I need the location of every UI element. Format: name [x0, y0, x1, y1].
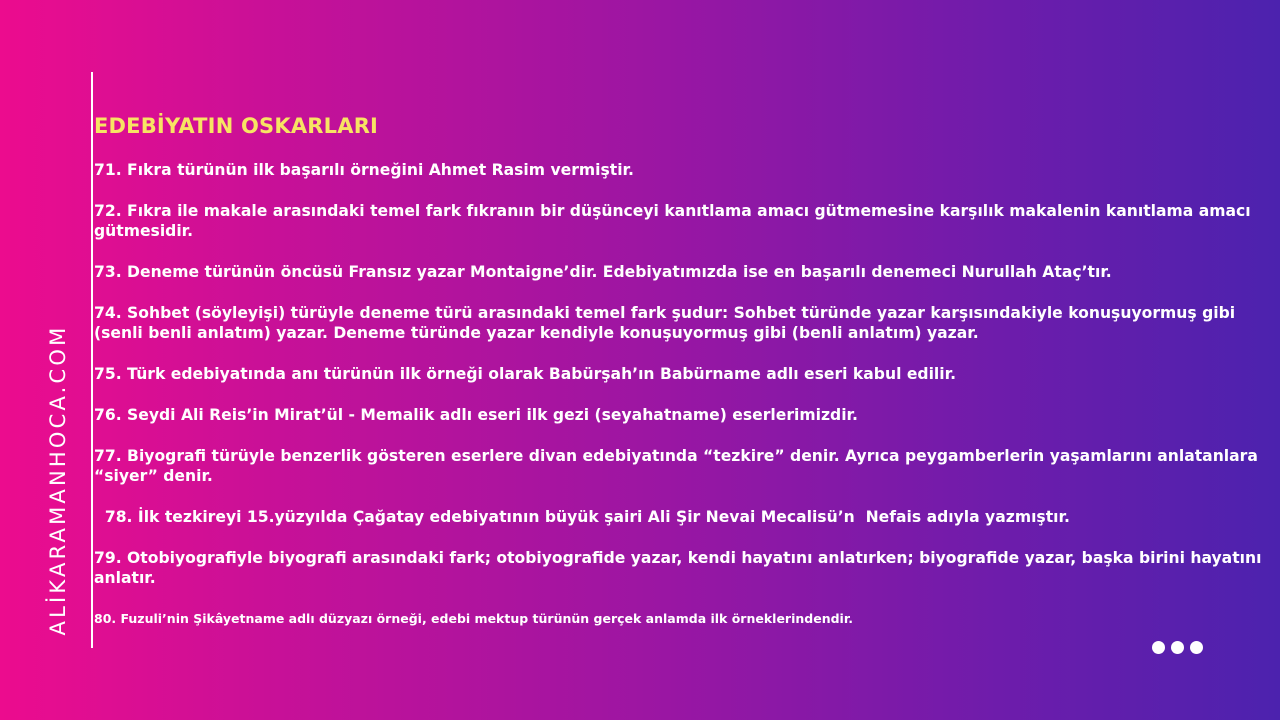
dot	[1171, 641, 1184, 654]
list-item: 74. Sohbet (söyleyişi) türüyle deneme türü arasındaki temel fark şudur: Sohbet türünde yazar karşısındakiyle konuşuyormuş gibi (senli benli anlatım) yazar. Deneme türünde yazar kendiyle konuşuyormuş gibi (benli anlatım) yazar.	[94, 304, 1236, 342]
list-item: 75. Türk edebiyatında anı türünün ilk örneği olarak Babürşah’ın Babürname adlı eseri kabul edilir.	[94, 365, 957, 383]
more-dots-icon[interactable]	[1152, 641, 1203, 654]
dot	[1152, 641, 1165, 654]
site-brand: ALİKARAMANHOCA.COM	[46, 324, 70, 636]
list-item: 78. İlk tezkireyi 15.yüzyılda Çağatay edebiyatının büyük şairi Ali Şir Nevai Mecalisü’n Nefais adıyla yazmıştır.	[94, 508, 1070, 526]
list-item: 72. Fıkra ile makale arasındaki temel fark fıkranın bir düşünceyi kanıtlama amacı gütmemesine karşılık makalenin kanıtlama amacı gütmesidir.	[94, 202, 1251, 240]
list-item: 71. Fıkra türünün ilk başarılı örneğini Ahmet Rasim vermiştir.	[94, 161, 634, 179]
vertical-divider	[91, 72, 93, 648]
list-item: 80. Fuzuli’nin Şikâyetname adlı düzyazı örneği, edebi mektup türünün gerçek anlamda ilk örneklerindendir.	[94, 611, 853, 626]
list-item: 73. Deneme türünün öncüsü Fransız yazar Montaigne’dir. Edebiyatımızda ise en başarılı denemeci Nurullah Ataç’tır.	[94, 263, 1112, 281]
list-item: 76. Seydi Ali Reis’in Mirat’ül - Memalik adlı eseri ilk gezi (seyahatname) eserlerimizdir.	[94, 406, 858, 424]
page-title: EDEBİYATIN OSKARLARI	[94, 114, 379, 138]
list-item: 77. Biyografi türüyle benzerlik gösteren eserlere divan edebiyatında “tezkire” denir. Ayrıca peygamberlerin yaşamlarını anlatanlara “siyer” denir.	[94, 447, 1258, 485]
content	[94, 112, 1264, 650]
dot	[1190, 641, 1203, 654]
list-item: 79. Otobiyografiyle biyografi arasındaki fark; otobiyografide yazar, kendi hayatını anlatırken; biyografide yazar, başka birini hayatını anlatır.	[94, 549, 1262, 587]
